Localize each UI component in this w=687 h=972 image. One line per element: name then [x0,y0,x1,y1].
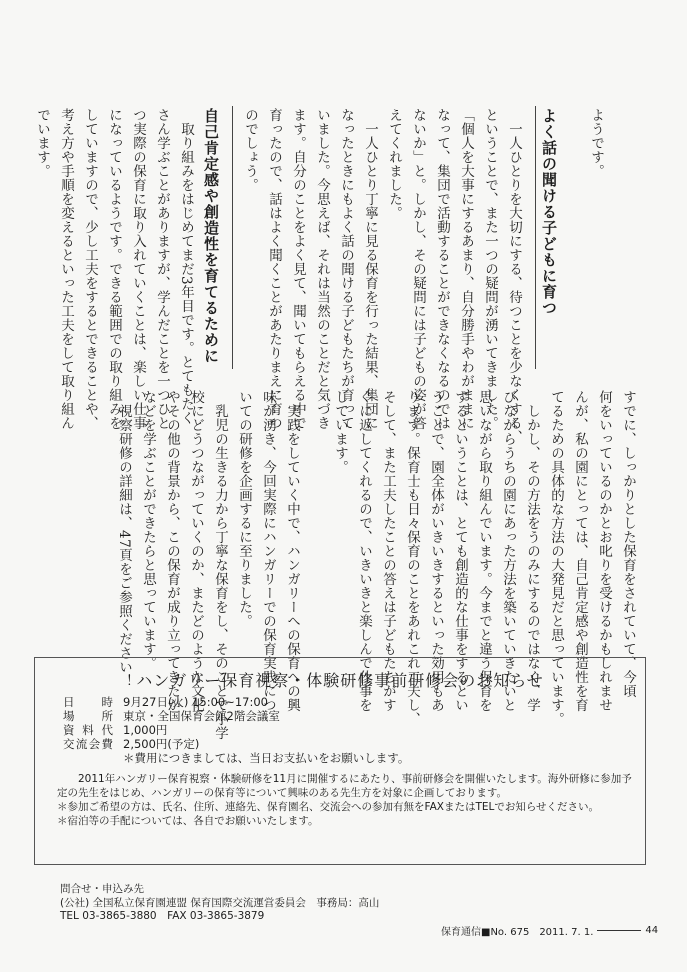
heading-1-rule [535,106,536,369]
notice-title: ハンガリー保育視察・体験研修事前研修会のお知らせ [136,671,544,690]
detail-value: 9月27日(火) 15:00~17:00 [123,695,268,709]
page-footer [441,923,658,938]
section-heading-2: 自己肯定感や創造性を育てるために [202,108,220,364]
article-closing-text: ようです。 [588,108,604,178]
contact-phone: TEL 03-3865-3880 FAX 03-3865-3879 [60,910,265,922]
detail-label: 交流会費 [63,737,113,751]
notice-bullet-lodging: ＊宿泊等の手配については、各自でお願いいたします。 [57,815,319,827]
publication-info: 保育通信■No. 675 2011. 7. 1. [441,927,594,938]
notice-bullet-apply: ＊参加ご希望の方は、氏名、住所、連絡先、保育園名、交流会への参加有無をFAXまたはTELでお知らせください。 [57,801,600,813]
fee-note: ＊費用につきましては、当日お支払いをお願いします。 [123,751,410,765]
section-2-body: 取り組みをはじめてまだ3年目です。とてもたく さん学ぶことがありますが、学んだことを一つひと つ実際の保育に取り入れていくことは、楽しい仕事 になっているようです。できる範囲での取り組みを していますので、少し工夫をするとできることや、 考え方や手順を変えるといった工夫をして取り組ん でいます。 [34,108,194,430]
detail-label: 場所 [63,709,113,723]
detail-row-datetime [63,695,409,709]
detail-row-social-fee [63,737,409,751]
contact-info [60,883,379,924]
detail-value: 1,000円 [123,723,168,737]
notice-intro [57,772,632,828]
lower-article-body: すでに、しっかりとした保育をされていて、今頃 何をいっているのかとお叱りを受けるかもしれませ んが、私の園にとっては、自己肯定感や創造性を育 てるための具体的な方法の大発見だと思っています。 しかし、その方法をうのみにするのではなく、学 びながらうちの園にあった方法を築いていきたいと 思いながら取り組んでいます。今までと違う保育を するということは、とても創造的な仕事をするとい うことで、園全体がいきいきするといった効用もあ ります。保育士も日々保育のことをあれこれ工夫し、 そして、また工夫したことの答えは子どもたちがす ぐに返してくれるので、いきいきと楽しんで仕事を しています。 実践をしていく中で、ハンガリーへの保育への興 味が湧き、今回実際にハンガリーでの保育実践につ いての研修を企画するに至りました。 乳児の生きる力から丁寧な保育をし、そのことで小学 校にどうつながっていくのか、またどのような文化 やその他の背景から、この保育が成り立ってきたか などを学ぶことができたらと思っています。 視察研修の詳細は、47頁をご参照ください！ [116,390,636,740]
detail-label: 資料代 [63,723,113,737]
detail-label: 日時 [63,695,113,709]
detail-value: 2,500円(予定) [123,737,200,751]
section-heading-1: よく話の聞ける子どもに育つ [540,108,558,316]
detail-value: 東京・全国保育会館2階会議室 [123,709,280,723]
contact-heading: 問合せ・申込み先 [60,883,144,895]
page-number: 44 [645,925,659,936]
notice-details [63,695,409,765]
section-1-body: 一人ひとりを大切にする、待つことを少なくする、 ということで、また一つの疑問が湧いてきました。 「個人を大事にするあまり、自分勝手やわがままに なって、集団で活動することができなくなるのでは ないか」と。しかし、その疑問には子どもの姿が答 えてくれました。 一人ひとり丁寧に見る保育を行った結果、集団に なったときにもよく話の聞ける子どもたちが育って いました。今思えば、それは当然のことだと気づき ます。自分のことをよく見て、聞いてもらえる中で 育ったので、話はよく聞くことがあたりまえに育つ のでしょう。 [242,108,522,444]
notice-intro-paragraph: 2011年ハンガリー保育視察・体験研修を11月に開催するにあたり、事前研修会を開催いたします。海外研修に参加予定の先生をはじめ、ハンガリーの保育等について興味のある先生方を対象に企画しております。 [57,773,632,799]
seminar-notice-box [34,657,646,865]
heading-2-rule [232,106,233,369]
detail-row-material-fee [63,723,409,737]
contact-organization: (公社) 全国私立保育園連盟 保育国際交流運営委員会 事務局：高山 [60,896,380,909]
footer-rule [597,930,641,931]
detail-row-venue [63,709,409,723]
